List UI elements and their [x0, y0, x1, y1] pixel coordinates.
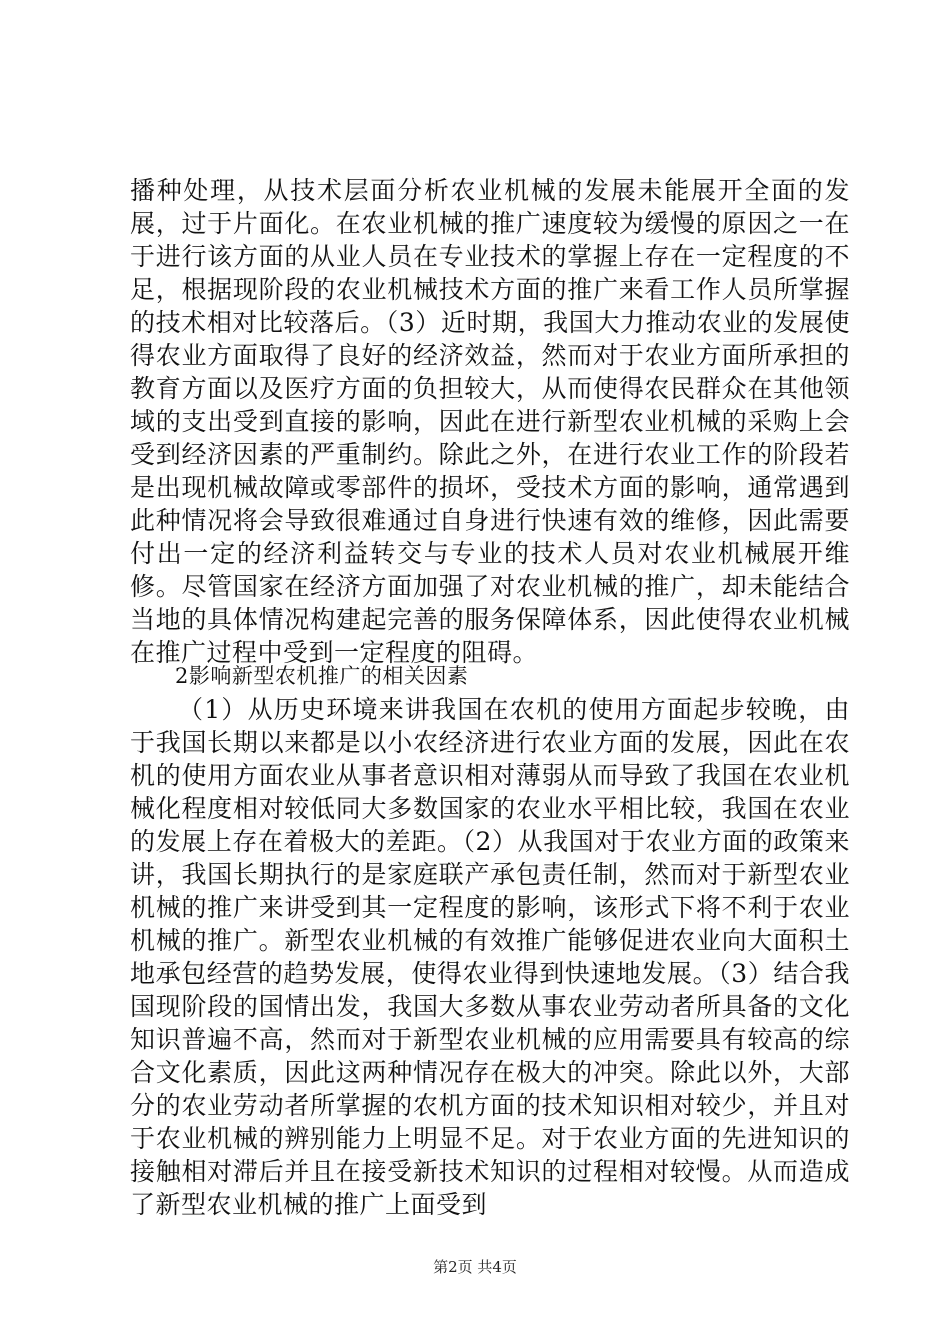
body-paragraph: 播种处理，从技术层面分析农业机械的发展未能展开全面的发展，过于片面化。在农业机械的推广速度较为缓慢的原因之一在于进行该方面的从业人员在专业技术的掌握上存在一定程度的不足，根据现阶段的农业机械技术方面的推广来看工作人员所掌握的技术相对比较落后。（3）近时期，我国大力推动农业的发展使得农业方面取得了良好的经济效益，然而对于农业方面所承担的教育方面以及医疗方面的负担较大，从而使得农民群众在其他领域的支出受到直接的影响，因此在进行新型农业机械的采购上会受到经济因素的严重制约。除此之外，在进行农业工作的阶段若是出现机械故障或零部件的损坏，受技术方面的影响，通常遇到此种情况将会导致很难通过自身进行快速有效的维修，因此需要付出一定的经济利益转交与专业的技术人员对农业机械展开维修。尽管国家在经济方面加强了对农业机械的推广，却未能结合当地的具体情况构建起完善的服务保障体系，因此使得农业机械在推广过程中受到一定程度的阻碍。 — [130, 176, 850, 667]
body-paragraph: （1）从历史环境来讲我国在农机的使用方面起步较晚，由于我国长期以来都是以小农经济进行农业方面的发展，因此在农机的使用方面农业从事者意识相对薄弱从而导致了我国在农业机械化程度相对较低同大多数国家的农业水平相比较，我国在农业的发展上存在着极大的差距。（2）从我国对于农业方面的政策来讲，我国长期执行的是家庭联产承包责任制，然而对于新型农业机械的推广来讲受到其一定程度的影响，该形式下将不利于农业机械的推广。新型农业机械的有效推广能够促进农业向大面积土地承包经营的趋势发展，使得农业得到快速地发展。（3）结合我国现阶段的国情出发，我国大多数从事农业劳动者所具备的文化知识普遍不高，然而对于新型农业机械的应用需要具有较高的综合文化素质，因此这两种情况存在极大的冲突。除此以外，大部分的农业劳动者所掌握的农机方面的技术知识相对较少，并且对于农业机械的辨别能力上明显不足。对于农业方面的先进知识的接触相对滞后并且在接受新技术知识的过程相对较慢。从而造成了新型农业机械的推广上面受到 — [130, 695, 850, 1219]
section-heading: 2影响新型农机推广的相关因素 — [175, 664, 469, 688]
page-footer: 第2页 共4页 — [433, 1258, 517, 1276]
